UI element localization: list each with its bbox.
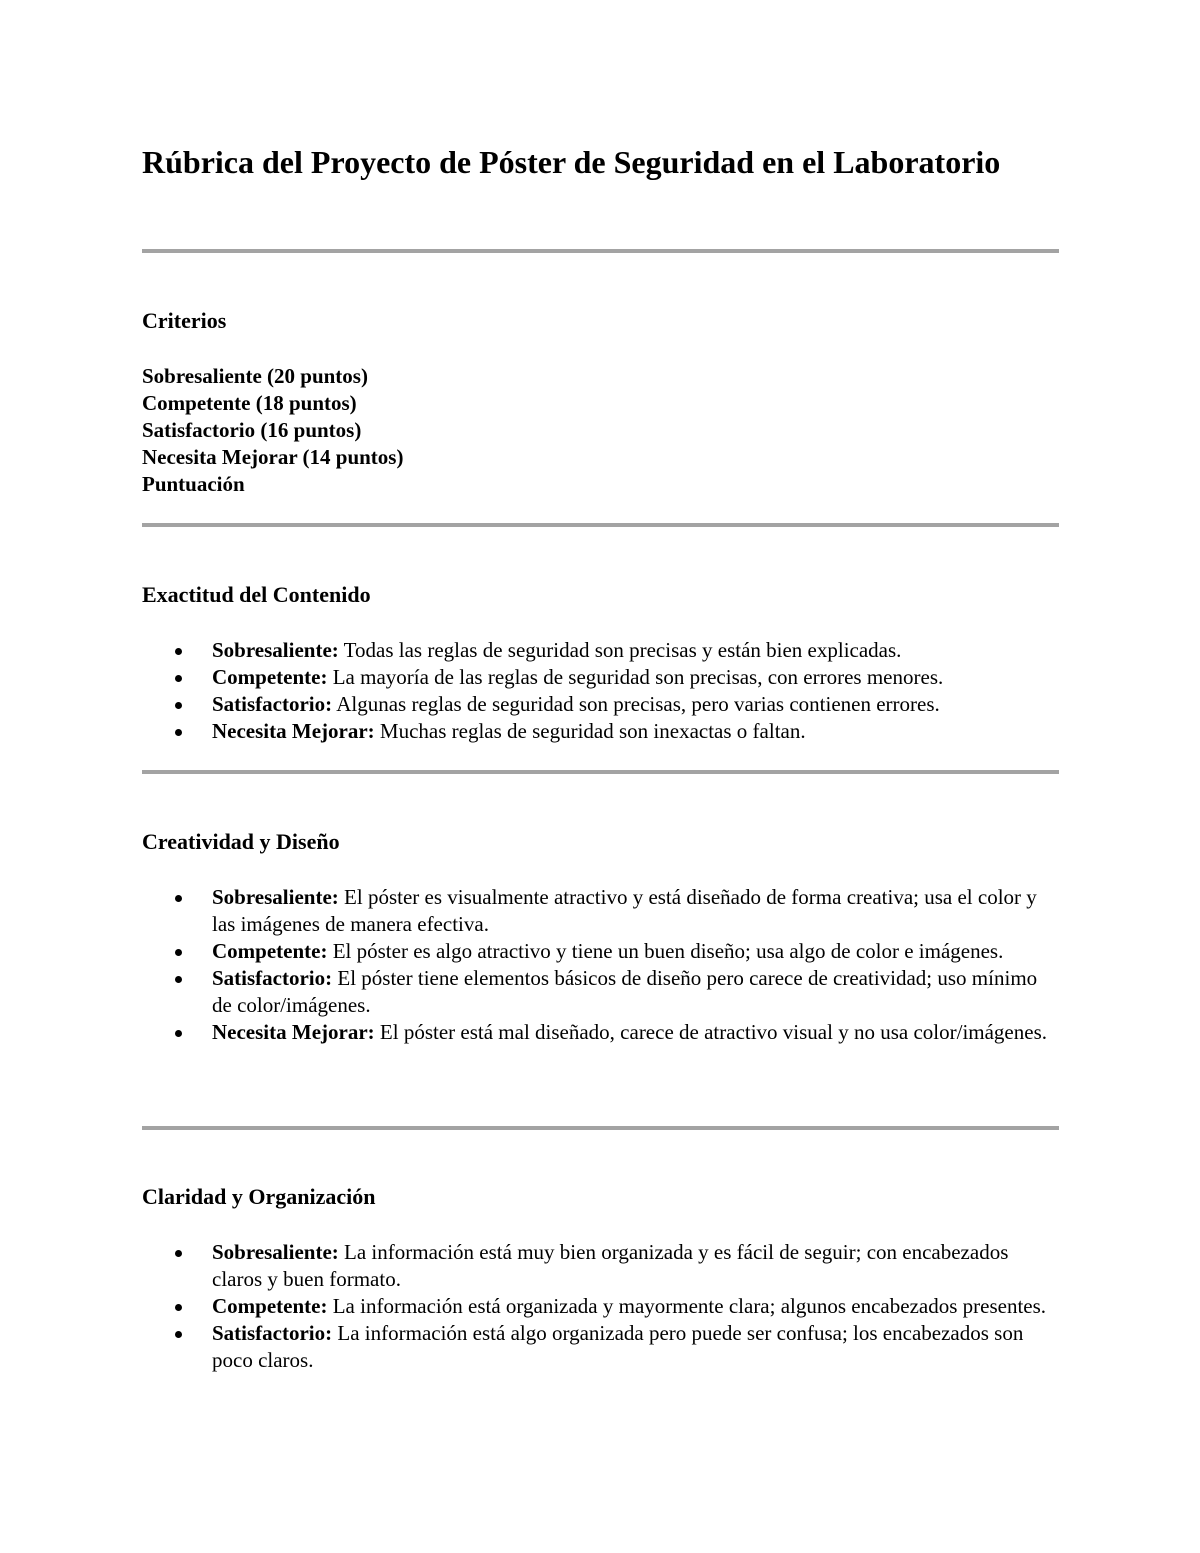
level-description: La información está muy bien organizada y es fácil de seguir; con encabezados claros y buen formato. [212, 1240, 1009, 1291]
level-description: La mayoría de las reglas de seguridad son precisas, con errores menores. [327, 665, 944, 689]
divider [142, 523, 1059, 527]
content-accuracy-list [142, 637, 1059, 745]
bullet-icon [175, 895, 182, 902]
criteria-item: Competente (18 puntos) [142, 391, 357, 415]
bullet-icon [175, 976, 182, 983]
list-item [142, 1320, 1059, 1374]
level-label: Satisfactorio: [212, 692, 333, 716]
level-description: Algunas reglas de seguridad son precisas, pero varias contienen errores. [332, 692, 940, 716]
list-item [142, 664, 1059, 691]
bullet-icon [175, 1331, 182, 1338]
bullet-icon [175, 949, 182, 956]
bullet-icon [175, 1304, 182, 1311]
bullet-icon [175, 702, 182, 709]
list-item [142, 1239, 1059, 1293]
level-label: Sobresaliente: [212, 1240, 339, 1264]
bullet-icon [175, 1030, 182, 1037]
bullet-icon [175, 675, 182, 682]
level-description: El póster tiene elementos básicos de diseño pero carece de creatividad; uso mínimo de color/imágenes. [212, 966, 1038, 1017]
level-description: La información está organizada y mayormente clara; algunos encabezados presentes. [327, 1294, 1047, 1318]
level-label: Satisfactorio: [212, 966, 333, 990]
criteria-item: Sobresaliente (20 puntos) [142, 364, 368, 388]
list-item [142, 1019, 1059, 1046]
criteria-item: Necesita Mejorar (14 puntos) [142, 445, 404, 469]
level-description: El póster es visualmente atractivo y está diseñado de forma creativa; usa el color y las imágenes de manera efectiva. [212, 885, 1037, 936]
list-item [142, 718, 1059, 745]
criteria-list [142, 363, 403, 498]
divider [142, 249, 1059, 253]
level-label: Satisfactorio: [212, 1321, 333, 1345]
list-item [142, 965, 1059, 1019]
level-label: Competente: [212, 665, 328, 689]
level-label: Necesita Mejorar: [212, 719, 375, 743]
level-label: Sobresaliente: [212, 885, 339, 909]
criteria-heading: Criterios [142, 308, 227, 333]
level-description: El póster es algo atractivo y tiene un buen diseño; usa algo de color e imágenes. [327, 939, 1004, 963]
level-description: Todas las reglas de seguridad son precisas y están bien explicadas. [338, 638, 902, 662]
criteria-item: Puntuación [142, 472, 245, 496]
level-description: Muchas reglas de seguridad son inexactas o faltan. [374, 719, 806, 743]
clarity-organization-list [142, 1239, 1059, 1374]
divider [142, 1126, 1059, 1130]
bullet-icon [175, 648, 182, 655]
creativity-design-list [142, 884, 1059, 1046]
list-item [142, 938, 1059, 965]
divider [142, 770, 1059, 774]
level-label: Competente: [212, 939, 328, 963]
bullet-icon [175, 729, 182, 736]
page-title: Rúbrica del Proyecto de Póster de Seguridad en el Laboratorio [142, 144, 1001, 180]
level-description: La información está algo organizada pero puede ser confusa; los encabezados son poco claros. [212, 1321, 1024, 1372]
level-label: Necesita Mejorar: [212, 1020, 375, 1044]
bullet-icon [175, 1250, 182, 1257]
level-label: Sobresaliente: [212, 638, 339, 662]
level-description: El póster está mal diseñado, carece de atractivo visual y no usa color/imágenes. [374, 1020, 1047, 1044]
section-heading-creativity-design: Creatividad y Diseño [142, 829, 340, 854]
list-item [142, 1293, 1059, 1320]
section-heading-clarity-organization: Claridad y Organización [142, 1184, 376, 1209]
section-heading-content-accuracy: Exactitud del Contenido [142, 582, 371, 607]
level-label: Competente: [212, 1294, 328, 1318]
list-item [142, 691, 1059, 718]
criteria-item: Satisfactorio (16 puntos) [142, 418, 362, 442]
list-item [142, 637, 1059, 664]
list-item [142, 884, 1059, 938]
